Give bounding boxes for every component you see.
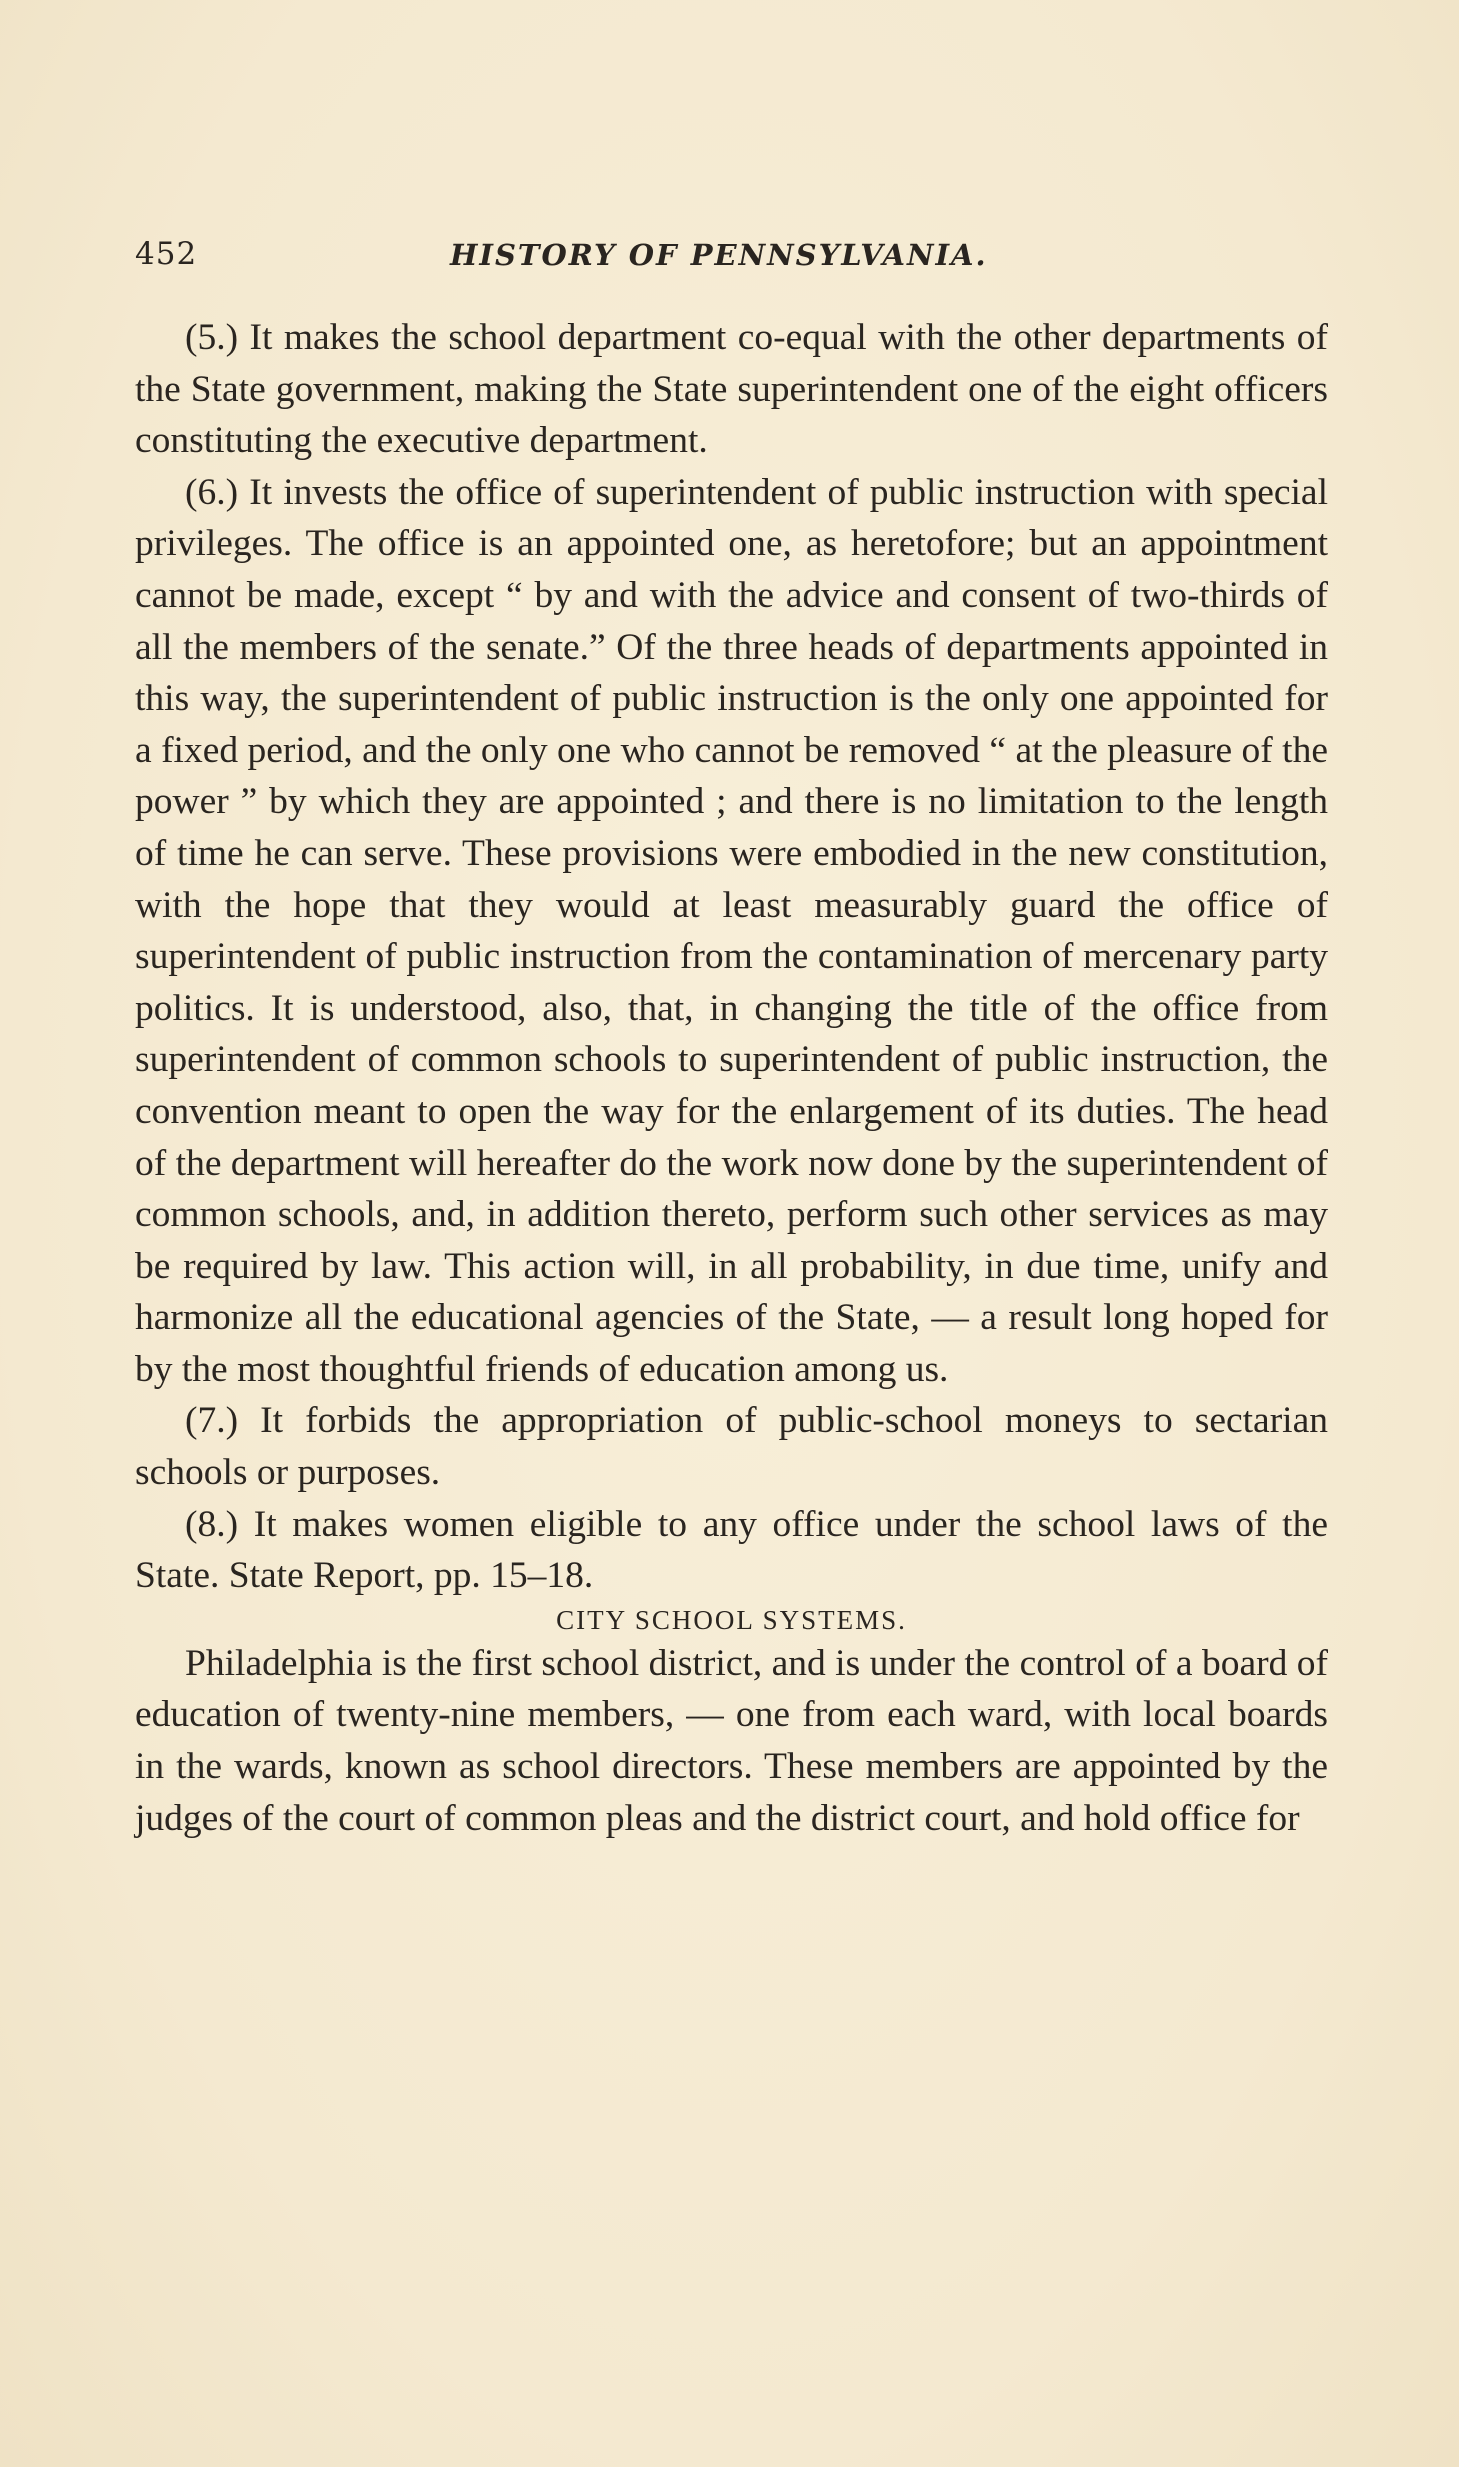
section-paragraph: Philadelphia is the first school district, and is under the control of a board of education of twenty-nine members, — one from each ward, with local boards in the wards, known as school directors. These members are appointed by the judges of the court of common pleas and the district court, and hold office for <box>135 1642 1328 1839</box>
body-text <box>135 312 1328 1844</box>
paragraph-item-5: (5.) It makes the school department co-equal with the other departments of the State government, making the State superintendent one of the eight officers constituting the executive department. <box>135 317 1328 462</box>
paragraph-item-6: (6.) It invests the office of superintendent of public instruction with special privileges. The office is an appointed one, as heretofore; but an appointment cannot be made, except “ by and with the advice and consent of two-thirds of all the members of the senate.” Of the three heads of departments appointed in this way, the superintendent of public instruction is the only one appointed for a fixed period, and the only one who cannot be removed “ at the pleasure of the power ” by which they are appointed ; and there is no limitation to the length of time he can serve. These provisions were embodied in the new constitution, with the hope that they would at least measurably guard the office of superintendent of public instruction from the contamination of mercenary party politics. It is understood, also, that, in changing the title of the office from superintendent of common schools to superintendent of public instruction, the convention meant to open the way for the enlargement of its duties. The head of the department will hereafter do the work now done by the superintendent of common schools, and, in addition thereto, perform such other services as may be required by law. This action will, in all probability, in due time, unify and harmonize all the educational agencies of the State, — a result long hoped for by the most thoughtful friends of education among us. <box>135 471 1328 1390</box>
paragraph-item-8: (8.) It makes women eligible to any office under the school laws of the State. State Report, pp. 15–18. <box>135 1503 1328 1597</box>
paragraph-item-7: (7.) It forbids the appropriation of public-school moneys to sectarian schools or purposes. <box>135 1400 1328 1494</box>
page-number: 452 <box>135 236 198 272</box>
running-head: HISTORY OF PENNSYLVANIA. <box>450 238 988 272</box>
section-heading: CITY SCHOOL SYSTEMS. <box>556 1604 907 1635</box>
page-header <box>135 236 1330 276</box>
